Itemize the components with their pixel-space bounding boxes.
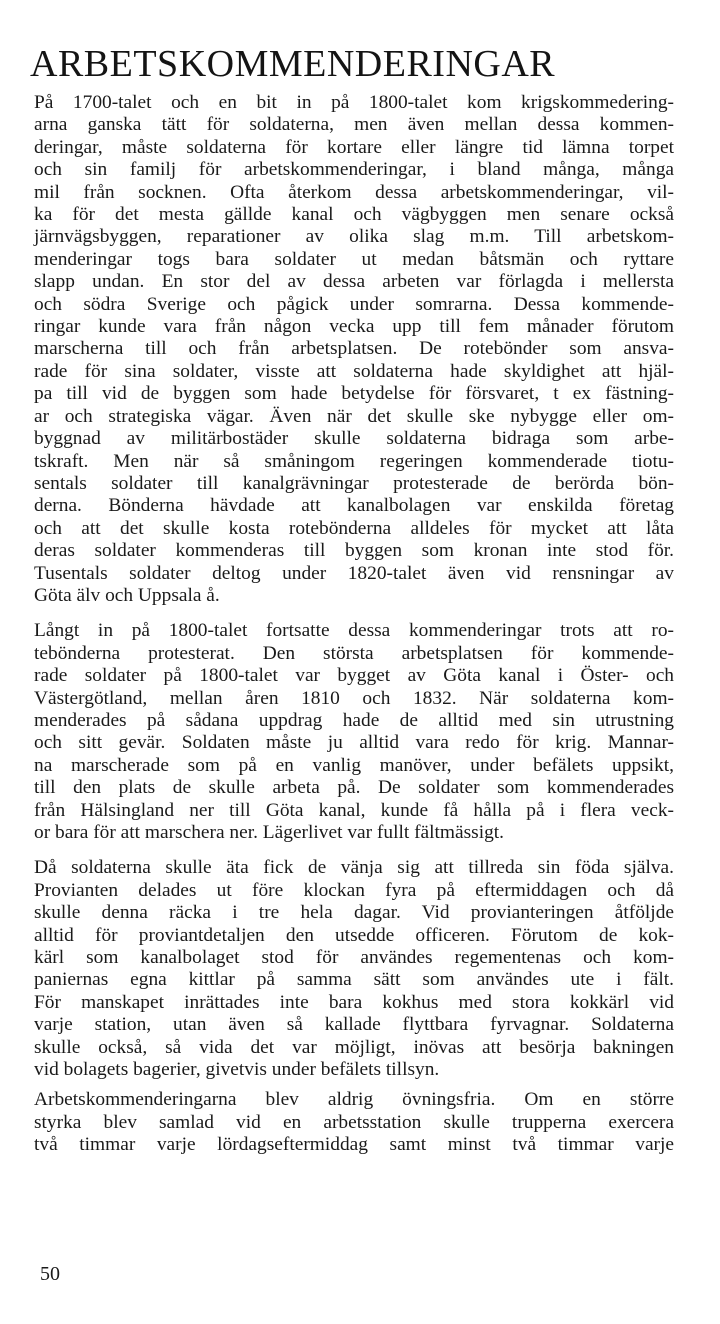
text-line: varje station, utan även så kallade flyttbara fyrvagnar. Soldaterna [34,1014,674,1036]
text-line: kärl som kanalbolaget stod för användes regementenas och kom- [34,947,674,969]
text-line: Västergötland, mellan åren 1810 och 1832. När soldaterna kom- [34,687,674,709]
paragraph [34,1089,674,1156]
text-line: derna. Bönderna hävdade att kanalbolagen var enskilda företag [34,495,674,517]
text-line: deras soldater kommenderas till byggen som kronan inte stod för. [34,540,674,562]
text-line: och södra Sverige och pågick under somrarna. Dessa kommende- [34,293,674,315]
text-line: slapp undan. En stor del av dessa arbeten var förlagda i mellersta [34,271,674,293]
text-line: och sitt gevär. Soldaten måste ju alltid vara redo för krig. Mannar- [34,732,674,754]
text-line: ka för det mesta gällde kanal och vägbyggen men senare också [34,204,674,226]
text-line: rade soldater på 1800-talet var bygget av Göta kanal i Öster- och [34,665,674,687]
text-line: styrka blev samlad vid en arbetsstation skulle trupperna exercera [34,1111,674,1133]
text-line: sentals soldater till kanalgrävningar protesterade de berörda bön- [34,472,674,494]
text-line: pa till vid de byggen som hade betydelse för försvaret, t ex fästning- [34,383,674,405]
text-line: ar och strategiska vägar. Även när det skulle ske nybygge eller om- [34,405,674,427]
text-line: järnvägsbyggen, reparationer av olika slag m.m. Till arbetskom- [34,226,674,248]
page-number: 50 [40,1263,60,1285]
text-line: Långt in på 1800-talet fortsatte dessa kommenderingar trots att ro- [34,620,674,642]
text-line: menderingar togs bara soldater ut medan båtsmän och ryttare [34,248,674,270]
text-line: mil från socknen. Ofta återkom dessa arbetskommenderingar, vil- [34,181,674,203]
text-line: deringar, måste soldaterna för kortare eller längre tid lämna torpet [34,136,674,158]
text-line: Arbetskommenderingarna blev aldrig övningsfria. Om en större [34,1089,674,1111]
text-line: menderades på sådana uppdrag hade de alltid med sin utrustning [34,709,674,731]
text-line: skulle denna räcka i tre hela dagar. Vid provianteringen åtföljde [34,902,674,924]
text-line: paniernas egna kittlar på samma sätt som användes ute i fält. [34,969,674,991]
text-line: byggnad av militärbostäder skulle soldaterna bidraga som arbe- [34,428,674,450]
text-line: tskraft. Men när så småningom regeringen kommenderade tiotu- [34,450,674,472]
text-line: ringar kunde vara från någon vecka upp till fem månader förutom [34,316,674,338]
text-line: alltid för proviantdetaljen den utsedde officeren. Förutom de kok- [34,924,674,946]
text-line: tebönderna protesterat. Den största arbetsplatsen för kommende- [34,642,674,664]
body-text [34,92,674,1157]
text-line: Provianten delades ut före klockan fyra på eftermiddagen och då [34,879,674,901]
text-line: och att det skulle kosta rotebönderna alldeles för mycket att låta [34,517,674,539]
text-line: arna ganska tätt för soldaterna, men även mellan dessa kommen- [34,114,674,136]
text-line: För manskapet inrättades inte bara kokhus med stora kokkärl vid [34,991,674,1013]
text-line: Tusentals soldater deltog under 1820-talet även vid rensningar av [34,562,674,584]
text-line: och sin familj för arbetskommenderingar, i bland många, många [34,159,674,181]
paragraph [34,620,674,844]
text-line: na marscherade som på en vanlig manöver, under befälets uppsikt, [34,754,674,776]
chapter-title: ARBETSKOMMENDERINGAR [30,43,556,85]
text-line: Göta älv och Uppsala å. [34,584,220,606]
text-line: till den plats de skulle arbeta på. De soldater som kommenderades [34,777,674,799]
text-line: or bara för att marschera ner. Lägerlivet var fullt fältmässigt. [34,822,505,843]
paragraph [34,857,674,1081]
text-line: rade för sina soldater, visste att soldaterna hade skyldighet att hjäl- [34,360,674,382]
paragraph [34,92,674,607]
text-line: vid bolagets bagerier, givetvis under befälets tillsyn. [34,1059,440,1081]
text-line: från Hälsingland ner till Göta kanal, kunde få hålla på i flera veck- [34,799,674,821]
text-line: skulle också, så vida det var möjligt, inövas att besörja bakningen [34,1036,674,1058]
text-line: Då soldaterna skulle äta fick de vänja sig att tillreda sin föda själva. [34,857,674,879]
text-line: På 1700-talet och en bit in på 1800-talet kom krigskommedering- [34,92,674,113]
text-line: två timmar varje lördagseftermiddag samt minst två timmar varje [34,1134,674,1156]
text-line: marscherna till och från arbetsplatsen. De rotebönder som ansva- [34,338,674,360]
